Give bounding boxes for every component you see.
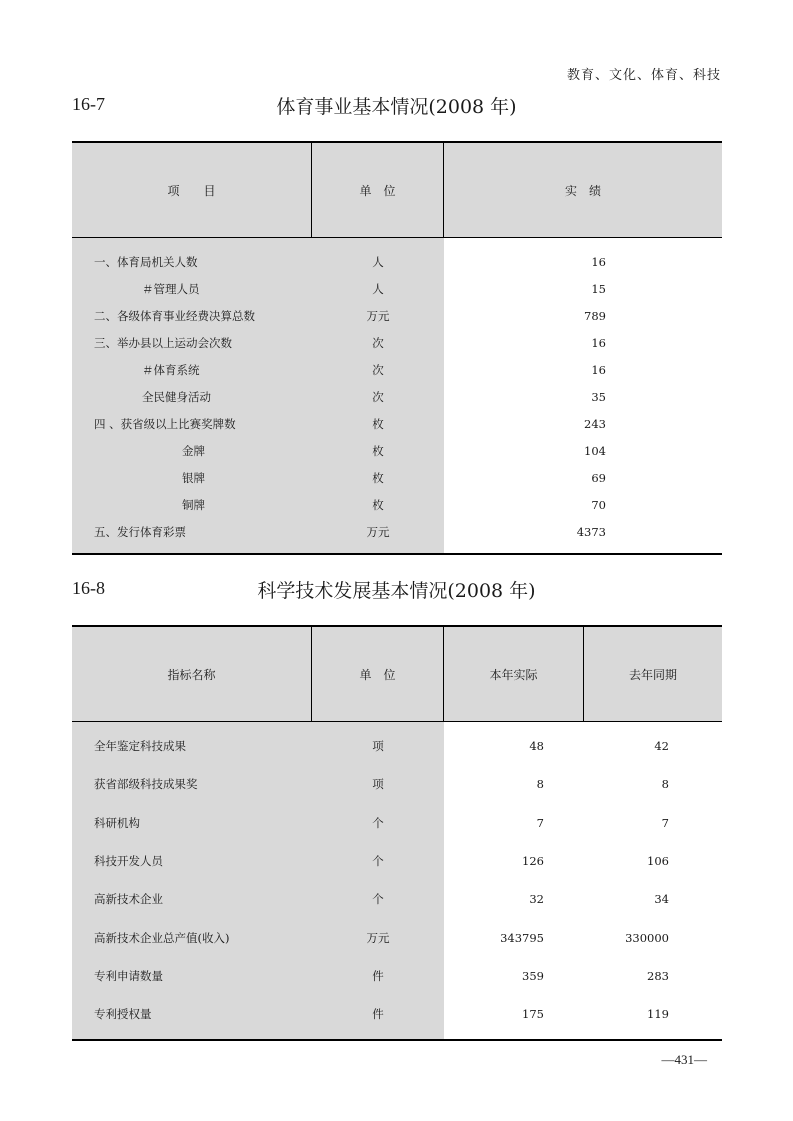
header-current: 本年实际 [444,627,584,721]
section-16-8-heading [72,576,721,606]
table-body [72,238,722,555]
previous-cell: 119 [647,1007,669,1022]
table-row [72,329,444,356]
table-row [444,880,722,918]
value-cell: 4373 [576,524,606,539]
table-row [72,248,444,275]
table-row [72,842,444,880]
table-row [444,957,722,995]
table-row [444,437,722,464]
section-16-7-heading [72,92,721,122]
item-cell: 高新技术企业总产值(收入) [94,930,230,945]
table-row [72,518,444,545]
item-cell: 科研机构 [94,815,140,830]
unit-cell: 个 [372,854,384,869]
current-cell: 32 [529,892,544,907]
item-cell: 金牌 [182,443,205,458]
section-number: 16-8 [72,578,105,598]
previous-cell: 330000 [625,930,669,945]
table-header [72,141,722,238]
item-cell: 专利授权量 [94,1007,152,1022]
current-cell: 7 [536,815,544,830]
header-unit: 单 位 [312,627,444,721]
table-row [72,437,444,464]
header-previous: 去年同期 [628,667,677,682]
value-cell: 70 [591,497,606,512]
table-row [444,356,722,383]
previous-cell: 106 [647,854,669,869]
unit-cell: 万元 [366,308,390,323]
unit-cell: 枚 [372,470,384,485]
item-cell: 全年鉴定科技成果 [94,739,186,754]
item-cell: 二、各级体育事业经费决算总数 [94,308,255,323]
value-cell: 35 [591,389,606,404]
table-body [72,722,722,1041]
science-table [72,625,722,1041]
value-cell: 789 [584,308,606,323]
item-cell: 五、发行体育彩票 [94,524,186,539]
table-row [72,995,444,1033]
unit-cell: 个 [372,892,384,907]
value-cell: 69 [591,470,606,485]
table-row [72,302,444,329]
previous-cell: 7 [661,815,669,830]
unit-cell: 项 [372,777,384,792]
current-cell: 48 [529,739,544,754]
unit-cell: 件 [372,968,384,983]
unit-cell: 万元 [366,930,390,945]
header-unit: 单 位 [312,143,444,237]
table-row [72,491,444,518]
item-cell: 高新技术企业 [94,892,163,907]
unit-cell: 件 [372,1007,384,1022]
table-row [444,918,722,956]
table-row [444,842,722,880]
value-cell: 15 [591,281,606,296]
unit-cell: 项 [372,739,384,754]
value-cell: 104 [584,443,606,458]
value-cell: 16 [591,335,606,350]
previous-cell: 8 [661,777,669,792]
table-row [444,727,722,765]
section-title: 科学技术发展基本情况(2008 年) [257,580,536,602]
unit-cell: 次 [372,362,384,377]
sports-table [72,141,722,555]
value-cell: 243 [584,416,606,431]
table-row [72,410,444,437]
item-cell: 一、体育局机关人数 [94,254,198,269]
table-row [444,248,722,275]
current-cell: 126 [522,854,544,869]
unit-cell: 万元 [366,524,390,539]
unit-cell: 枚 [372,497,384,512]
item-cell: ＃管理人员 [142,281,200,296]
previous-cell: 42 [654,739,669,754]
table-row [444,329,722,356]
table-row [72,275,444,302]
table-row [444,302,722,329]
table-row [444,804,722,842]
table-row [72,383,444,410]
current-cell: 343795 [500,930,544,945]
item-cell: 四 、获省级以上比赛奖牌数 [94,416,236,431]
previous-cell: 283 [647,968,669,983]
unit-cell: 个 [372,815,384,830]
table-row [72,727,444,765]
page-number: —431— [661,1052,707,1067]
unit-cell: 次 [372,389,384,404]
current-cell: 175 [522,1007,544,1022]
table-row [72,804,444,842]
section-number: 16-7 [72,94,105,114]
item-cell: 获省部级科技成果奖 [94,777,198,792]
section-title: 体育事业基本情况(2008 年) [276,96,517,118]
table-row [444,464,722,491]
table-row [72,356,444,383]
unit-cell: 次 [372,335,384,350]
table-row [444,410,722,437]
unit-cell: 人 [372,281,384,296]
unit-cell: 人 [372,254,384,269]
item-cell: 三、举办县以上运动会次数 [94,335,232,350]
table-header [72,625,722,722]
value-cell: 16 [591,362,606,377]
table-row [72,957,444,995]
header-indicator: 指标名称 [72,627,312,721]
unit-cell: 枚 [372,416,384,431]
header-value: 实 绩 [564,183,601,198]
table-row [444,765,722,803]
header-item: 项 目 [72,143,312,237]
table-row [72,765,444,803]
table-row [444,275,722,302]
unit-cell: 枚 [372,443,384,458]
item-cell: 全民健身活动 [142,389,211,404]
item-cell: 科技开发人员 [94,854,163,869]
current-cell: 8 [536,777,544,792]
value-cell: 16 [591,254,606,269]
table-row [444,491,722,518]
previous-cell: 34 [654,892,669,907]
table-row [444,518,722,545]
item-cell: ＃体育系统 [142,362,200,377]
table-row [72,464,444,491]
table-row [444,383,722,410]
item-cell: 银牌 [182,470,205,485]
current-cell: 359 [522,968,544,983]
item-cell: 专利申请数量 [94,968,163,983]
table-row [72,918,444,956]
table-row [444,995,722,1033]
running-head: 教育、文化、体育、科技 [566,68,721,83]
table-row [72,880,444,918]
item-cell: 铜牌 [182,497,205,512]
